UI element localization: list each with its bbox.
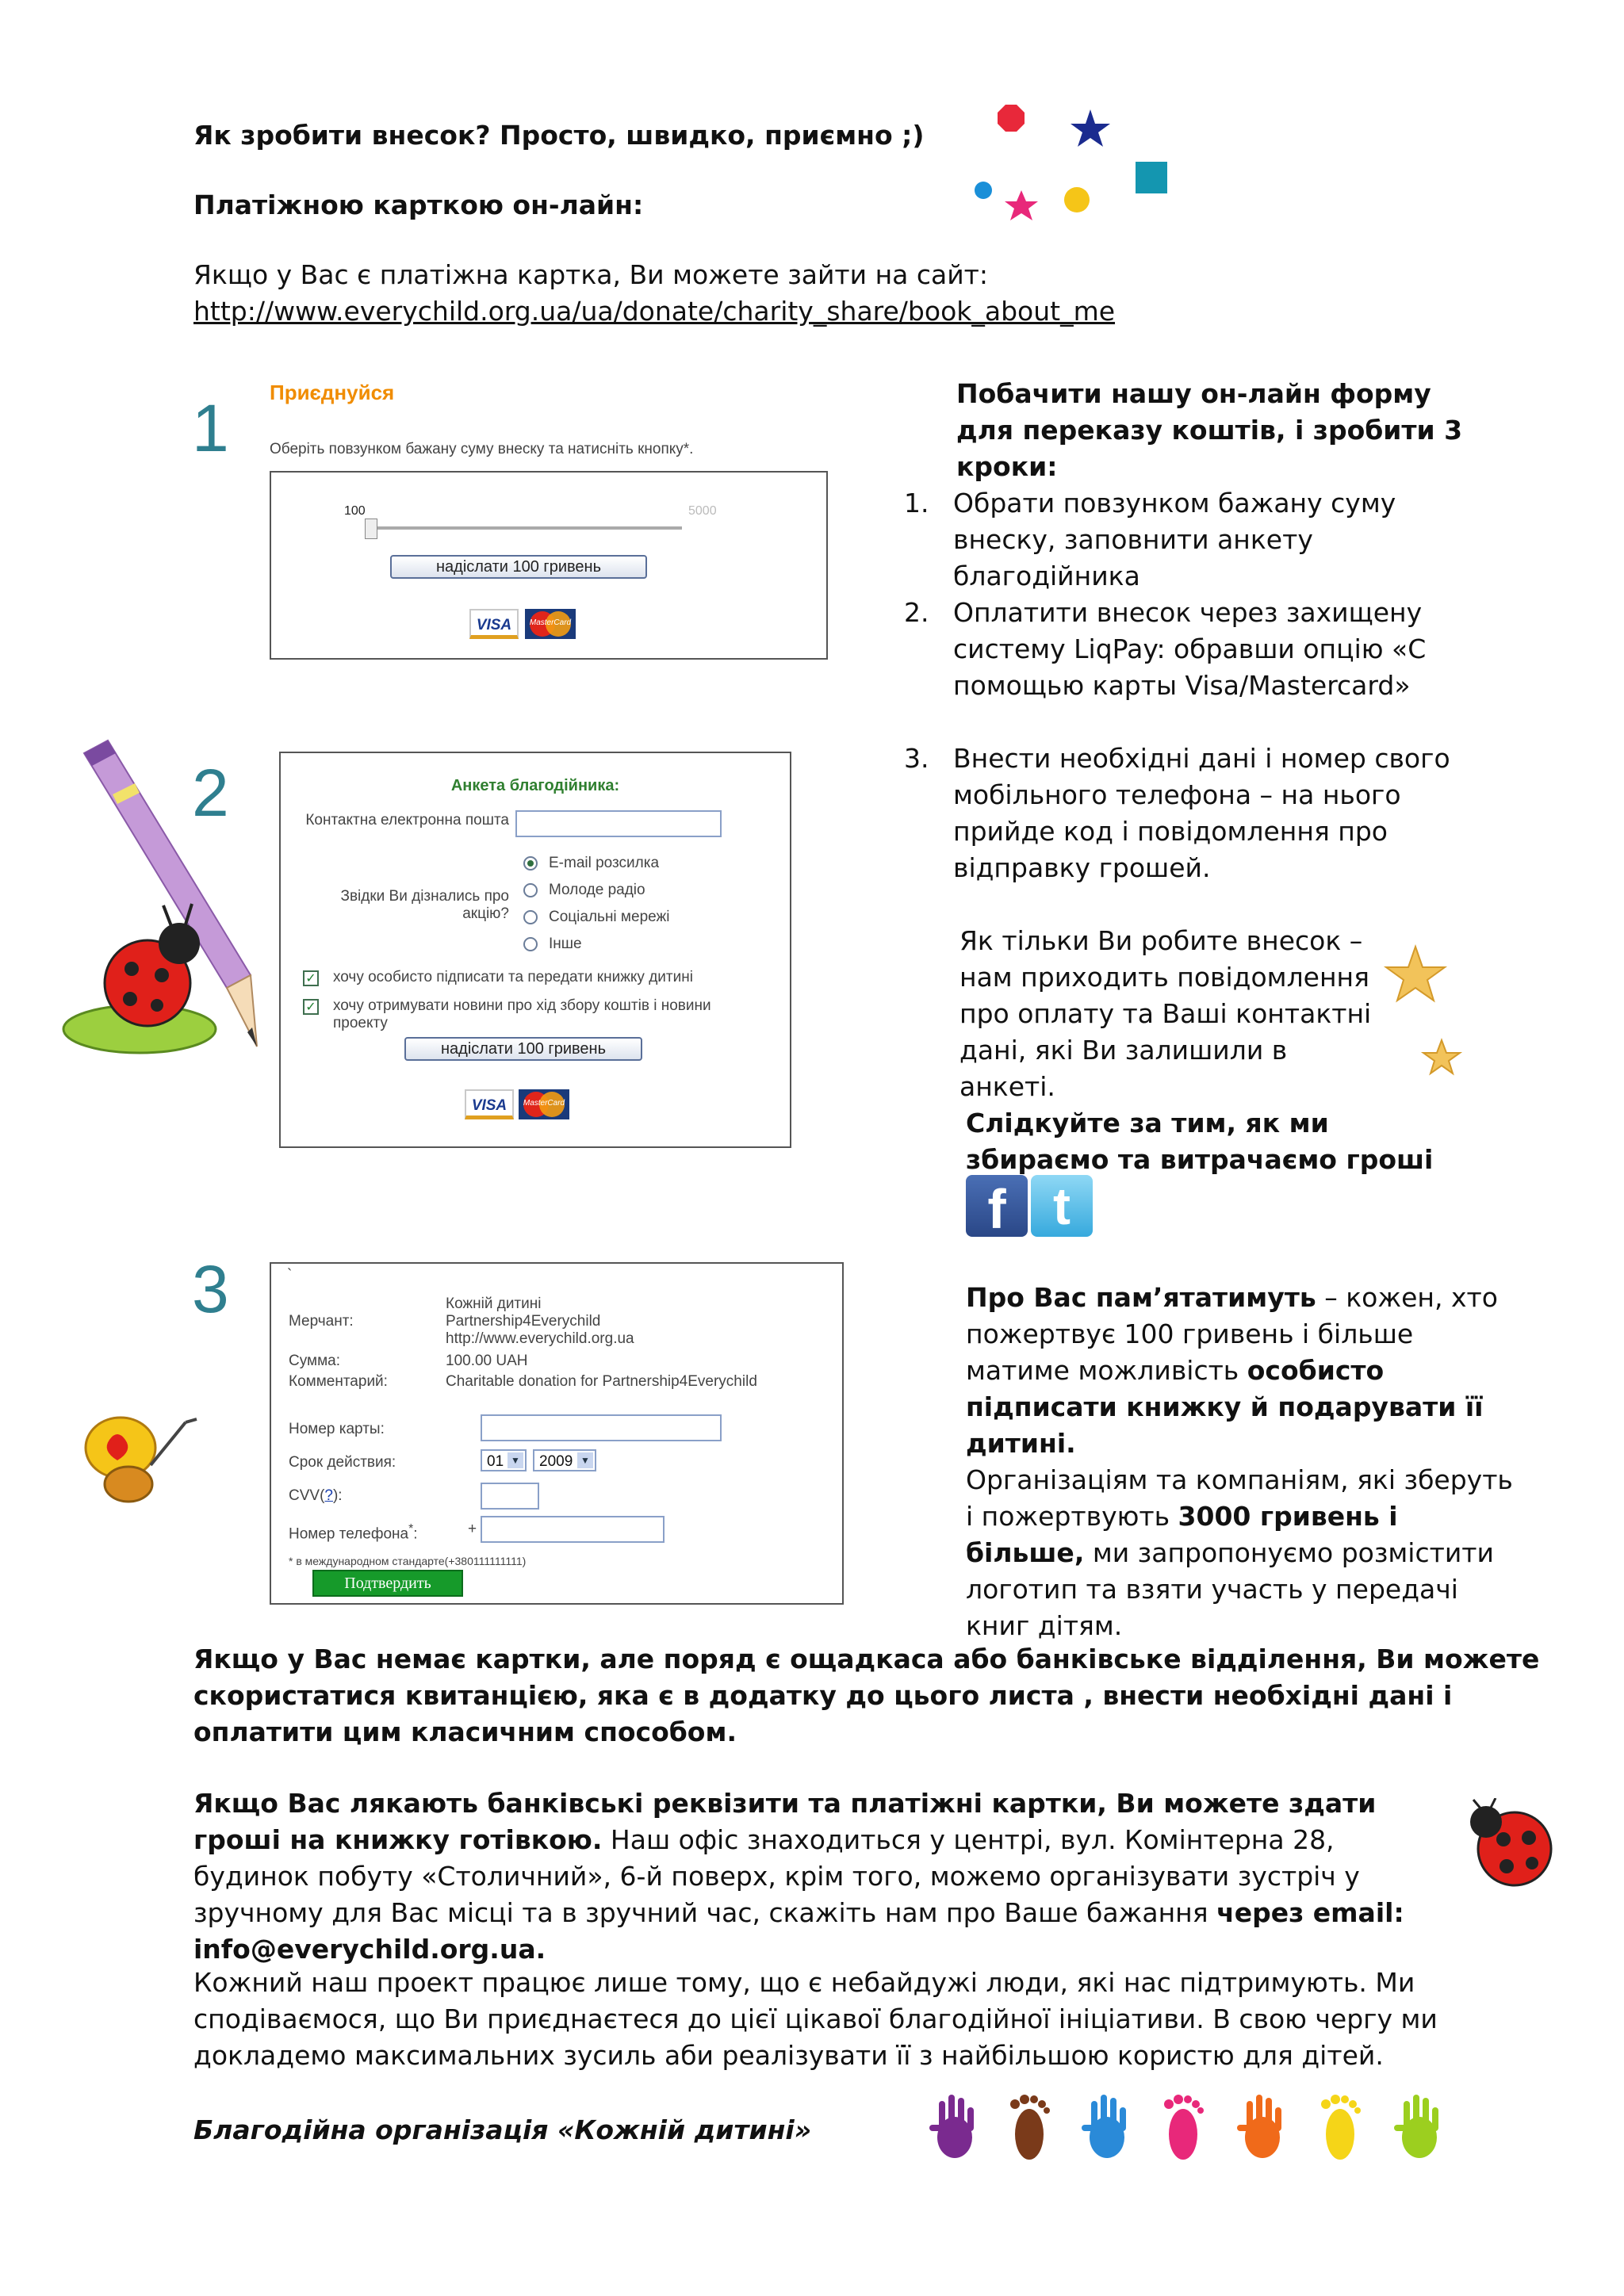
join-title: Приєднуйся bbox=[270, 381, 395, 404]
phone-label bbox=[289, 1521, 418, 1543]
card-number-field[interactable] bbox=[481, 1414, 722, 1441]
pencil-ladybug-illustration bbox=[52, 737, 274, 1070]
remember-bold1: Про Вас пам’ятатимуть bbox=[966, 1282, 1316, 1313]
page-title: Як зробити внесок? Просто, швидко, приємно ;) bbox=[193, 120, 925, 151]
phone-label-colon: : bbox=[413, 1525, 418, 1543]
slider-caption: Оберіть повзунком бажану суму внеску та натисніть кнопку*. bbox=[270, 441, 694, 457]
expiry-month-value: 01 bbox=[487, 1453, 504, 1470]
checkbox-news[interactable]: ✓ bbox=[303, 999, 319, 1015]
check-news-label: хочу отримувати новини про хід збору коштів і новини проекту bbox=[333, 997, 711, 1031]
check-sign-book-label: хочу особисто підписати та передати книжку дитині bbox=[333, 969, 693, 985]
prints-decoration bbox=[926, 2085, 1465, 2172]
teal-square-shape bbox=[1136, 162, 1167, 193]
step-item-text-1: Обрати повзунком бажану суму внеску, заповнити анкету благодійника bbox=[953, 488, 1396, 591]
phone-label-star: * bbox=[408, 1522, 414, 1536]
follow-text: Слідкуйте за тим, як ми збираємо та витрачаємо гроші bbox=[966, 1108, 1434, 1175]
orgs-text2: ми запропонуємо розмістити логотип та взяти участь у передачі книг дітям. bbox=[966, 1537, 1494, 1641]
merchant-url: http://www.everychild.org.ua bbox=[446, 1330, 634, 1347]
slider-thumb[interactable] bbox=[365, 519, 377, 539]
mastercard-logo-text: MasterCard bbox=[523, 1099, 565, 1108]
step-number-3: 3 bbox=[192, 1252, 229, 1326]
merchant-label: Мерчант: bbox=[289, 1313, 354, 1330]
option-other: Інше bbox=[549, 936, 582, 952]
expiry-label: Срок действия: bbox=[289, 1454, 396, 1471]
intro-text: Якщо у Вас є платіжна картка, Ви можете зайти на сайт: bbox=[193, 259, 989, 290]
merchant-partner: Partnership4Everychild bbox=[446, 1313, 601, 1330]
visa-logo: VISA bbox=[469, 609, 519, 639]
cash-text bbox=[193, 1785, 1431, 1968]
blue-dot-shape bbox=[975, 182, 992, 199]
comment-label: Комментарий: bbox=[289, 1373, 388, 1390]
cash-bold: Якщо Вас лякають банківські реквізити та платіжні картки, Ви можете здати гроші на книжку готівкою. bbox=[193, 1788, 1377, 1855]
cvv-label-end: ): bbox=[332, 1487, 343, 1504]
email-label: Контактна електронна пошта bbox=[305, 812, 509, 828]
red-octagon-shape bbox=[998, 105, 1025, 132]
source-label: Звідки Ви дізнались про акцію? bbox=[340, 888, 509, 922]
expiry-month-select[interactable] bbox=[481, 1449, 527, 1471]
step-number-2: 2 bbox=[192, 756, 229, 830]
donation-slider-panel bbox=[270, 471, 828, 660]
starfish-decoration bbox=[1380, 943, 1467, 1086]
mastercard-logo bbox=[525, 609, 576, 639]
step-item-num-3: 3. bbox=[904, 743, 929, 774]
starfish-icon bbox=[1386, 947, 1445, 1001]
form-heading: Побачити нашу он-лайн форму для переказу коштів, і зробити 3 кроки: bbox=[956, 378, 1463, 482]
yellow-foot-icon bbox=[1321, 2095, 1361, 2160]
orgs-text bbox=[966, 1462, 1521, 1644]
remember-text1: – кожен, хто пожертвує 100 гривень і більше матиме можливість bbox=[966, 1282, 1498, 1386]
notify-text: Як тільки Ви робите внесок – нам приходить повідомлення про оплату та Ваші контактні дані, які Ви залишили в анкеті. bbox=[959, 925, 1372, 1102]
card-number-label: Номер карты: bbox=[289, 1421, 385, 1437]
decorative-shapes bbox=[959, 95, 1182, 238]
blue-hand-icon bbox=[1082, 2095, 1126, 2158]
step-number-1: 1 bbox=[192, 391, 229, 465]
option-email: E-mail розсилка bbox=[549, 855, 660, 871]
phone-prefix: + bbox=[468, 1521, 477, 1537]
radio-social[interactable] bbox=[523, 910, 538, 924]
twitter-icon[interactable]: t bbox=[1031, 1175, 1093, 1237]
visa-logo: VISA bbox=[465, 1089, 514, 1119]
yellow-dot-shape bbox=[1064, 187, 1090, 212]
send-100-button[interactable]: надіслати 100 гривень bbox=[390, 555, 647, 579]
orange-hand-icon bbox=[1237, 2095, 1281, 2158]
confirm-button[interactable]: Подтвердить bbox=[312, 1570, 463, 1597]
expiry-year-value: 2009 bbox=[539, 1453, 573, 1470]
section-subtitle: Платіжною карткою он-лайн: bbox=[193, 189, 644, 220]
option-social: Соціальні мережі bbox=[549, 909, 670, 925]
blue-star-shape bbox=[1071, 109, 1110, 147]
ladybug-icon bbox=[1470, 1798, 1551, 1885]
butterfly-illustration bbox=[82, 1406, 201, 1510]
cash-body: Наш офіс знаходиться у центрі, вул. Комінтерна 28, будинок побуту «Столичний», 6-й поверх, крім того, можемо організувати зустріч у зручному для Вас місці та в зручний час, скажіть нам про Ваше бажання bbox=[193, 1824, 1360, 1928]
slider-min-label: 100 bbox=[344, 504, 366, 518]
step-item-num-2: 2. bbox=[904, 597, 929, 628]
cvv-field[interactable] bbox=[481, 1483, 539, 1510]
remember-text bbox=[966, 1280, 1521, 1462]
expiry-year-select[interactable] bbox=[533, 1449, 596, 1471]
checkbox-sign-book[interactable]: ✓ bbox=[303, 970, 319, 986]
mastercard-logo bbox=[519, 1089, 569, 1119]
ladybug-illustration bbox=[1459, 1798, 1562, 1893]
phone-field[interactable] bbox=[481, 1516, 665, 1543]
step-item-text-3: Внести необхідні дані і номер свого мобільного телефона – на нього прийде код і повідомлення про відправку грошей. bbox=[953, 743, 1450, 883]
cvv-label-text: CVV( bbox=[289, 1487, 325, 1504]
step-item-num-1: 1. bbox=[904, 488, 929, 519]
starfish-small-icon bbox=[1423, 1040, 1460, 1073]
step-item-text-2: Оплатити внесок через захищену систему LiqPay: обравши опцію «С помощью карты Visa/Mastercard» bbox=[953, 597, 1427, 701]
green-hand-icon bbox=[1394, 2095, 1438, 2158]
orgs-text1: Організаціям та компаніям, які зберуть і пожертвують bbox=[966, 1464, 1513, 1532]
no-card-text: Якщо у Вас немає картки, але поряд є ощадкаса або банківське відділення, Ви можете скористатися квитанцією, яка є в додатку до цього листа , внести необхідні дані і оплатити цим класичним способом. bbox=[193, 1644, 1540, 1747]
payment-form-tick: ` bbox=[287, 1267, 293, 1284]
donor-form-panel bbox=[279, 752, 791, 1148]
send-100-button-form[interactable]: надіслати 100 гривень bbox=[404, 1037, 642, 1061]
email-field[interactable] bbox=[515, 810, 722, 837]
brown-foot-icon bbox=[1010, 2095, 1050, 2160]
chevron-down-icon: ▼ bbox=[577, 1452, 593, 1468]
phone-label-text: Номер телефона bbox=[289, 1525, 409, 1543]
donate-link[interactable]: http://www.everychild.org.ua/ua/donate/charity_share/book_about_me bbox=[193, 296, 1116, 327]
comment-value: Charitable donation for Partnership4Everychild bbox=[446, 1373, 757, 1390]
cash-email: через email: info@everychild.org.ua. bbox=[193, 1897, 1404, 1965]
donor-form-title: Анкета благодійника: bbox=[450, 777, 620, 794]
slider-track bbox=[365, 526, 682, 530]
radio-other[interactable] bbox=[523, 937, 538, 951]
phone-footnote: * в международном стандарте(+380111111111) bbox=[289, 1555, 527, 1567]
butterfly-icon bbox=[86, 1418, 197, 1502]
sum-label: Сумма: bbox=[289, 1353, 340, 1369]
sum-value: 100.00 UAH bbox=[446, 1353, 528, 1369]
mastercard-logo-text: MasterCard bbox=[529, 618, 572, 627]
chevron-down-icon: ▼ bbox=[508, 1452, 523, 1468]
closing-text: Кожний наш проект працює лише тому, що є небайдужі люди, які нас підтримують. Ми сподіваємося, що Ви приєднаєтеся до цієї цікавої благодійної ініціативи. В свою чергу ми докладемо максимальних зусиль аби реалізувати її з найбільшою користю для дітей. bbox=[193, 1967, 1438, 2071]
cvv-help-link[interactable]: ? bbox=[324, 1487, 333, 1504]
radio-radio[interactable] bbox=[523, 883, 538, 897]
merchant-name: Кожній дитині bbox=[446, 1295, 542, 1312]
slider-max-label: 5000 bbox=[688, 504, 717, 518]
facebook-icon[interactable]: f bbox=[966, 1175, 1028, 1237]
option-radio: Молоде радіо bbox=[549, 882, 645, 898]
pink-foot-icon bbox=[1164, 2095, 1204, 2160]
radio-email[interactable] bbox=[523, 856, 538, 871]
remember-bold2: особисто підписати книжку й подарувати її дитині. bbox=[966, 1355, 1484, 1459]
signature: Благодійна організація «Кожній дитині» bbox=[193, 2114, 812, 2145]
pink-star-shape bbox=[1005, 190, 1038, 220]
orgs-bold: 3000 гривень і більше, bbox=[966, 1501, 1398, 1568]
payment-form-panel bbox=[270, 1262, 844, 1605]
purple-hand-icon bbox=[929, 2095, 974, 2158]
cvv-label bbox=[289, 1487, 343, 1505]
